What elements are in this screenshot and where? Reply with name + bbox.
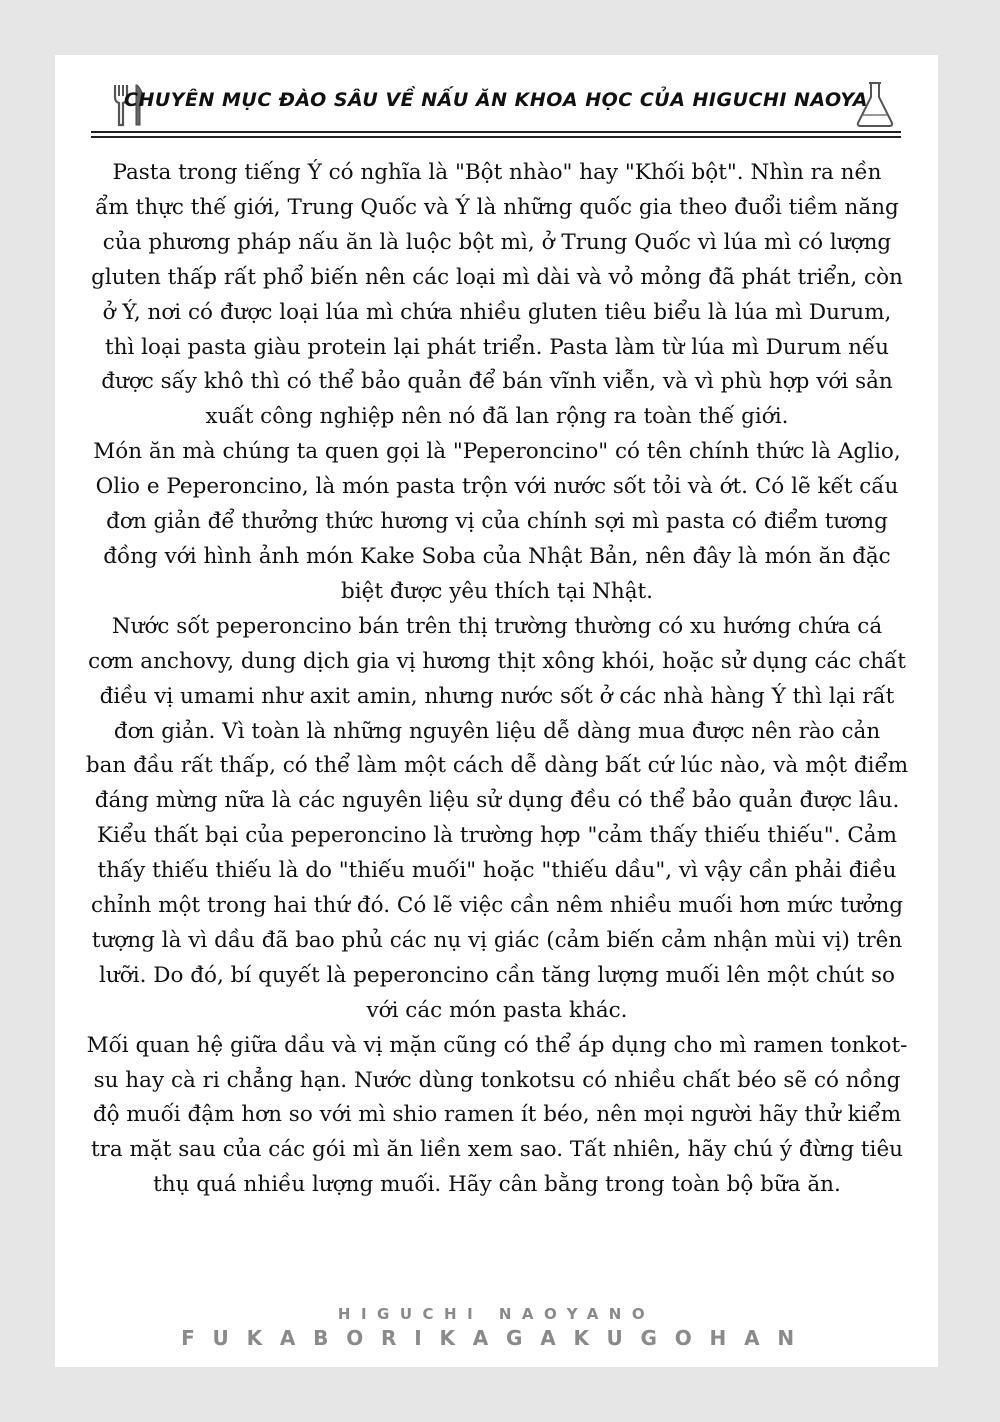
- header-rule-bottom: [91, 136, 901, 138]
- text-line: chỉnh một trong hai thứ đó. Có lẽ việc cần nêm nhiều muối hơn mức tưởng: [90, 893, 904, 919]
- text-line: Olio e Peperoncino, là món pasta trộn với nước sốt tỏi và ớt. Có lẽ kết cấu: [95, 474, 899, 500]
- text-line: tượng là vì dầu đã bao phủ các nụ vị giác (cảm biến cảm nhận mùi vị) trên: [91, 927, 903, 953]
- text-line: Nước sốt peperoncino bán trên thị trường thường có xu hướng chứa cá: [111, 613, 883, 639]
- text-line: Pasta trong tiếng Ý có nghĩa là "Bột nhào" hay "Khối bột". Nhìn ra nền: [112, 160, 882, 185]
- text-line: ẩm thực thế giới, Trung Quốc và Ý là những quốc gia theo đuổi tiềm năng: [95, 194, 899, 220]
- text-line: đồng với hình ảnh món Kake Soba của Nhật Bản, nên đây là món ăn đặc: [103, 543, 891, 569]
- text-line: Món ăn mà chúng ta quen gọi là "Peperoncino" có tên chính thức là Aglio,: [93, 439, 901, 465]
- text-line: su hay cà ri chẳng hạn. Nước dùng tonkotsu có nhiều chất béo sẽ có nồng: [93, 1067, 901, 1093]
- text-line: Kiểu thất bại của peperoncino là trường hợp "cảm thấy thiếu thiếu". Cảm: [96, 823, 897, 849]
- text-line: Mối quan hệ giữa dầu và vị mặn cũng có thể áp dụng cho mì ramen tonkot-: [86, 1032, 908, 1058]
- text-line: tra mặt sau của các gói mì ăn liền xem sao. Tất nhiên, hãy chú ý đừng tiêu: [90, 1137, 904, 1163]
- text-line: ở Ý, nơi có được loại lúa mì chứa nhiều gluten tiêu biểu là lúa mì Durum,: [102, 299, 892, 325]
- column-title: CHUYÊN MỤC ĐÀO SÂU VỀ NẤU ĂN KHOA HỌC CỦA HIGUCHI NAOYA: [124, 89, 868, 111]
- text-line: thụ quá nhiều lượng muối. Hãy cân bằng trong toàn bộ bữa ăn.: [153, 1172, 841, 1198]
- page-sheet: [55, 55, 938, 1367]
- text-line: thấy thiếu thiếu là do "thiếu muối" hoặc "thiếu dầu", vì vậy cần phải điều: [97, 858, 897, 884]
- text-line: gluten thấp rất phổ biến nên các loại mì dài và vỏ mỏng đã phát triển, còn: [91, 264, 903, 290]
- text-line: với các món pasta khác.: [366, 997, 628, 1023]
- text-line: độ muối đậm hơn so với mì shio ramen ít béo, nên mọi người hãy thử kiểm: [92, 1102, 902, 1128]
- article-body: [83, 156, 911, 1203]
- text-line: lưỡi. Do đó, bí quyết là peperoncino cần tăng lượng muối lên một chút so: [99, 962, 895, 988]
- header-rule-top: [91, 131, 901, 133]
- text-line: điều vị umami như axit amin, nhưng nước sốt ở các nhà hàng Ý thì lại rất: [99, 683, 895, 709]
- text-line: thì loại pasta giàu protein lại phát triển. Pasta làm từ lúa mì Durum nếu: [104, 334, 890, 360]
- footer-author-line: HIGUCHI NAOYANO: [337, 1305, 656, 1323]
- text-line: đơn giản để thưởng thức hương vị của chính sợi mì pasta có điểm tương: [106, 509, 888, 535]
- footer-series-line: FUKABORIKAGAKUGOHAN: [181, 1326, 812, 1350]
- text-line: đáng mừng nữa là các nguyên liệu sử dụng đều có thể bảo quản được lâu.: [94, 788, 900, 814]
- text-line: ban đầu rất thấp, có thể làm một cách dễ dàng bất cứ lúc nào, và một điểm: [85, 753, 909, 779]
- flask-icon: [853, 79, 897, 129]
- column-header: [91, 75, 901, 139]
- text-line: xuất công nghiệp nên nó đã lan rộng ra toàn thế giới.: [205, 404, 789, 430]
- text-line: được sấy khô thì có thể bảo quản để bán vĩnh viễn, và vì phù hợp với sản: [101, 369, 893, 395]
- text-line: cơm anchovy, dung dịch gia vị hương thịt xông khói, hoặc sử dụng các chất: [88, 648, 906, 674]
- text-line: của phương pháp nấu ăn là luộc bột mì, ở Trung Quốc vì lúa mì có lượng: [102, 229, 892, 255]
- text-line: đơn giản. Vì toàn là những nguyên liệu dễ dàng mua được nên rào cản: [113, 718, 881, 744]
- text-line: biệt được yêu thích tại Nhật.: [340, 578, 654, 604]
